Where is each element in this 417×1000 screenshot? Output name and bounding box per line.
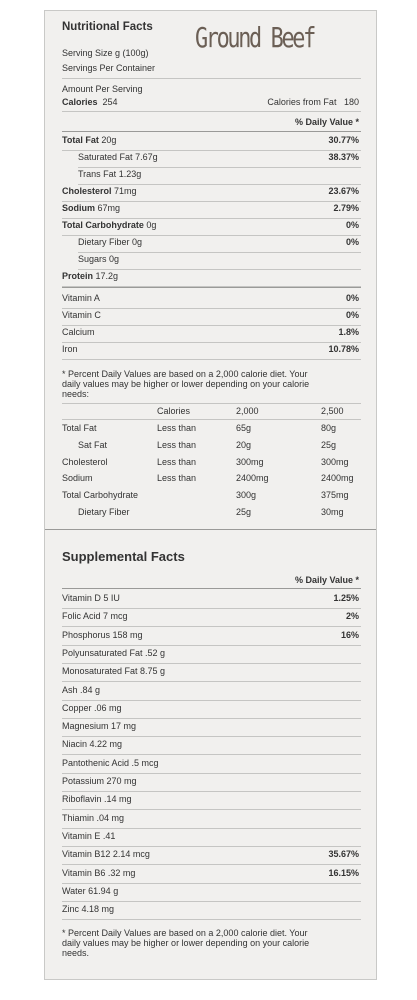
nutrient-amount: 17.2g bbox=[95, 271, 119, 281]
row-divider bbox=[62, 626, 361, 627]
row-divider bbox=[62, 235, 361, 236]
nutrient-row bbox=[62, 135, 116, 146]
ref-label: Dietary Fiber bbox=[78, 507, 130, 517]
vitamin-daily-value: 1.8% bbox=[338, 327, 359, 337]
row-divider bbox=[62, 864, 361, 865]
ref-qualifier: Less than bbox=[157, 439, 197, 450]
footnote-line: needs. bbox=[62, 948, 90, 958]
ref-qualifier: Less than bbox=[157, 473, 197, 484]
nutrient-daily-value: 0% bbox=[345, 237, 359, 247]
nutrient-label: Total Carbohydrate bbox=[62, 220, 144, 230]
divider bbox=[62, 403, 361, 404]
nutrient-amount: 20g bbox=[101, 135, 117, 145]
row-divider bbox=[62, 791, 361, 792]
calories-row bbox=[62, 97, 118, 108]
supplement-label: Pantothenic Acid .5 mcg bbox=[62, 757, 159, 768]
row-divider bbox=[62, 342, 361, 343]
vitamin-label: Vitamin C bbox=[62, 310, 101, 320]
row-divider bbox=[62, 359, 361, 360]
vitamin-daily-value: 0% bbox=[345, 310, 359, 320]
serving-size: Serving Size g (100g) bbox=[62, 48, 149, 58]
nutrient-amount: 67mg bbox=[97, 203, 121, 213]
nutrient-label: Sodium bbox=[62, 203, 95, 213]
calories-from-fat-row bbox=[267, 97, 359, 108]
product-name: Ground Beef bbox=[195, 21, 314, 54]
nutrition-title: Nutritional Facts bbox=[62, 21, 153, 33]
facts-panel bbox=[44, 10, 377, 980]
vitamin-daily-value: 10.78% bbox=[328, 344, 359, 354]
vitamin-label: Iron bbox=[62, 344, 78, 354]
row-divider bbox=[78, 167, 361, 168]
ref-value-2500: 300mg bbox=[321, 456, 349, 467]
supplement-label: Riboflavin .14 mg bbox=[62, 794, 132, 805]
row-divider bbox=[62, 663, 361, 664]
supplement-daily-value: 1.25% bbox=[333, 593, 359, 603]
row-divider bbox=[62, 718, 361, 719]
supplement-label: Folic Acid 7 mcg bbox=[62, 611, 128, 622]
nutrient-row bbox=[78, 237, 142, 248]
daily-value-header: % Daily Value * bbox=[294, 117, 359, 127]
nutrient-row bbox=[62, 186, 137, 197]
nutrient-label: Dietary Fiber bbox=[78, 237, 130, 247]
supplement-daily-value: 35.67% bbox=[328, 849, 359, 860]
nutrient-label: Saturated Fat bbox=[78, 152, 133, 162]
vitamin-label: Calcium bbox=[62, 327, 95, 337]
supplement-label: Zinc 4.18 mg bbox=[62, 904, 115, 915]
nutrient-label: Protein bbox=[62, 271, 94, 281]
row-divider bbox=[62, 736, 361, 737]
nutrient-amount: 71mg bbox=[114, 186, 137, 196]
ref-value-2000: 2400mg bbox=[236, 473, 269, 484]
ref-label: Total Fat bbox=[62, 423, 97, 433]
supplement-label: Magnesium 17 mg bbox=[62, 721, 137, 732]
nutrient-row bbox=[62, 220, 156, 231]
ref-value-2000: 25g bbox=[236, 507, 252, 517]
row-divider bbox=[62, 919, 361, 920]
supplement-label: Phosphorus 158 mg bbox=[62, 629, 143, 640]
ref-value-2000: 65g bbox=[236, 423, 252, 433]
supplement-label: Vitamin B6 .32 mg bbox=[62, 867, 136, 878]
supplement-label: Water 61.94 g bbox=[62, 885, 119, 896]
row-divider bbox=[62, 201, 361, 202]
divider bbox=[62, 287, 361, 288]
nutrient-row bbox=[78, 152, 158, 163]
row-divider bbox=[78, 269, 361, 270]
nutrient-amount: 0g bbox=[146, 220, 157, 230]
nutrient-label: Cholesterol bbox=[62, 186, 112, 196]
nutrient-amount: 1.23g bbox=[118, 169, 142, 179]
footnote-line: needs: bbox=[62, 389, 90, 399]
servings-per-container: Servings Per Container bbox=[62, 63, 156, 73]
calories-from-fat-value: 180 bbox=[343, 97, 359, 107]
row-divider bbox=[62, 700, 361, 701]
supplemental-daily-value-header: % Daily Value * bbox=[294, 575, 359, 585]
supplement-daily-value: 16% bbox=[340, 629, 359, 640]
supplement-daily-value: 16.15% bbox=[328, 867, 359, 878]
supplement-label: Potassium 270 mg bbox=[62, 776, 137, 786]
nutrient-daily-value: 2.79% bbox=[333, 203, 359, 213]
ref-qualifier: Less than bbox=[157, 423, 197, 433]
row-divider bbox=[62, 150, 361, 151]
divider bbox=[62, 78, 361, 79]
row-divider bbox=[78, 252, 361, 253]
supplement-label: Ash .84 g bbox=[62, 684, 101, 695]
nutrient-label: Sugars bbox=[78, 254, 107, 264]
nutrient-row bbox=[62, 271, 118, 282]
divider bbox=[62, 419, 361, 420]
row-divider bbox=[62, 773, 361, 774]
row-divider bbox=[62, 883, 361, 884]
nutrient-daily-value: 23.67% bbox=[328, 186, 359, 196]
supplement-label: Monosaturated Fat 8.75 g bbox=[62, 666, 166, 677]
nutrient-row bbox=[78, 169, 141, 180]
calories-label: Calories bbox=[62, 97, 98, 107]
supplement-label: Vitamin E .41 bbox=[62, 830, 116, 841]
ref-value-2000: 300g bbox=[236, 490, 257, 501]
row-divider bbox=[62, 754, 361, 755]
ref-value-2500: 25g bbox=[321, 439, 337, 450]
row-divider bbox=[62, 645, 361, 646]
ref-header-cell: 2,500 bbox=[321, 406, 344, 416]
footnote-line: * Percent Daily Values are based on a 2,000 calorie diet. Your bbox=[62, 369, 308, 379]
row-divider bbox=[62, 308, 361, 309]
divider bbox=[62, 111, 361, 112]
ref-value-2500: 2400mg bbox=[321, 473, 354, 484]
nutrient-amount: 7.67g bbox=[135, 152, 158, 162]
nutrient-daily-value: 30.77% bbox=[328, 135, 359, 145]
supplement-label: Vitamin D 5 IU bbox=[62, 593, 120, 603]
ref-header-cell: Calories bbox=[157, 406, 191, 416]
supplemental-title: Supplemental Facts bbox=[62, 549, 185, 564]
nutrient-row bbox=[62, 203, 120, 214]
nutrient-row bbox=[78, 254, 119, 265]
vitamin-daily-value: 0% bbox=[345, 293, 359, 303]
vitamin-label: Vitamin A bbox=[62, 293, 100, 303]
ref-value-2500: 375mg bbox=[321, 490, 349, 501]
row-divider bbox=[62, 901, 361, 902]
row-divider bbox=[62, 608, 361, 609]
divider bbox=[62, 131, 361, 132]
ref-value-2000: 20g bbox=[236, 439, 252, 450]
ref-value-2500: 30mg bbox=[321, 507, 344, 517]
row-divider bbox=[78, 184, 361, 185]
nutrient-amount: 0g bbox=[109, 254, 120, 264]
supplement-label: Copper .06 mg bbox=[62, 702, 122, 713]
row-divider bbox=[62, 846, 361, 847]
calories-from-fat-label: Calories from Fat bbox=[267, 97, 337, 107]
ref-qualifier: Less than bbox=[157, 456, 197, 467]
ref-header-cell: 2,000 bbox=[236, 406, 259, 416]
ref-label: Sodium bbox=[62, 473, 93, 484]
footnote-line: daily values may be higher or lower depending on your calorie bbox=[62, 379, 310, 389]
ref-label: Sat Fat bbox=[78, 439, 108, 450]
footnote-line: daily values may be higher or lower depending on your calorie bbox=[62, 938, 310, 948]
nutrient-daily-value: 38.37% bbox=[328, 152, 359, 162]
supplement-label: Polyunsaturated Fat .52 g bbox=[62, 647, 166, 658]
nutrient-label: Total Fat bbox=[62, 135, 99, 145]
nutrient-amount: 0g bbox=[132, 237, 143, 247]
ref-label: Cholesterol bbox=[62, 456, 108, 467]
section-divider bbox=[45, 529, 376, 530]
row-divider bbox=[62, 218, 361, 219]
divider bbox=[62, 588, 361, 589]
supplement-label: Thiamin .04 mg bbox=[62, 812, 125, 823]
calories-value: 254 bbox=[102, 97, 118, 107]
amount-per-serving: Amount Per Serving bbox=[62, 84, 143, 94]
row-divider bbox=[62, 809, 361, 810]
ref-value-2500: 80g bbox=[321, 423, 337, 433]
footnote-line: * Percent Daily Values are based on a 2,000 calorie diet. Your bbox=[62, 928, 308, 938]
ref-value-2000: 300mg bbox=[236, 456, 264, 467]
nutrient-label: Trans Fat bbox=[78, 169, 117, 179]
nutrient-daily-value: 0% bbox=[345, 220, 359, 230]
row-divider bbox=[62, 325, 361, 326]
row-divider bbox=[62, 681, 361, 682]
supplement-daily-value: 2% bbox=[345, 611, 359, 622]
supplement-label: Vitamin B12 2.14 mcg bbox=[62, 849, 150, 860]
row-divider bbox=[62, 828, 361, 829]
ref-label: Total Carbohydrate bbox=[62, 490, 139, 501]
supplement-label: Niacin 4.22 mg bbox=[62, 739, 123, 750]
